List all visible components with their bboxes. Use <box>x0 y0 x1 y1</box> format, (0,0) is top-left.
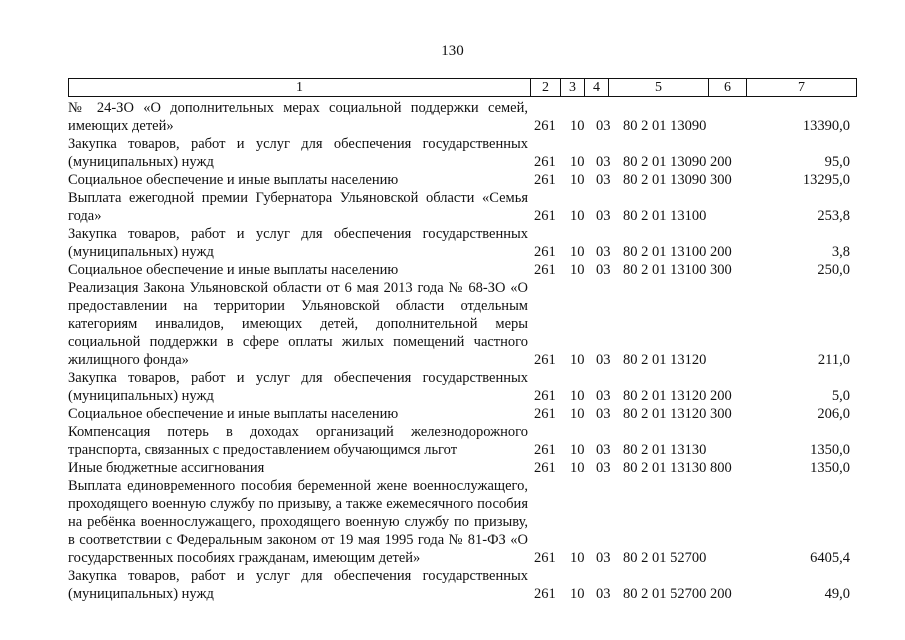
table-row <box>68 405 858 423</box>
ministry-code: 261 <box>534 460 556 476</box>
amount: 1350,0 <box>810 442 850 458</box>
subsection-code: 03 <box>596 118 611 134</box>
section-code: 10 <box>570 550 585 566</box>
target-article-code: 80 2 01 13090 <box>623 172 707 188</box>
section-code: 10 <box>570 244 585 260</box>
ministry-code: 261 <box>534 172 556 188</box>
row-description: Компенсация потерь в доходах организаций железнодорожного транспорта, связанных с предоставлением обучающимся льгот <box>68 424 528 458</box>
table-row <box>68 261 858 279</box>
ministry-code: 261 <box>534 442 556 458</box>
section-code: 10 <box>570 586 585 602</box>
expense-type-code: 200 <box>710 388 732 404</box>
amount: 1350,0 <box>810 460 850 476</box>
subsection-code: 03 <box>596 208 611 224</box>
ministry-code: 261 <box>534 406 556 422</box>
target-article-code: 80 2 01 13120 <box>623 352 707 368</box>
expense-type-code: 200 <box>710 154 732 170</box>
subsection-code: 03 <box>596 550 611 566</box>
table-row <box>68 171 858 189</box>
column-header-7: 7 <box>747 79 857 97</box>
amount: 211,0 <box>817 352 850 368</box>
table-row <box>68 189 858 225</box>
target-article-code: 80 2 01 13090 <box>623 154 707 170</box>
table-row <box>68 99 858 135</box>
table-row <box>68 279 858 369</box>
section-code: 10 <box>570 208 585 224</box>
target-article-code: 80 2 01 13090 <box>623 118 707 134</box>
table-row <box>68 477 858 567</box>
row-description: Реализация Закона Ульяновской области от 6 мая 2013 года № 68-ЗО «О предоставлении на территории Ульяновской области отдельным категориям инвалидов, имеющих детей, дополнительной меры социальной поддержки в сфере оплаты жилых помещений частного жилищного фонда» <box>68 280 528 368</box>
amount: 13295,0 <box>802 172 850 188</box>
target-article-code: 80 2 01 13100 <box>623 244 707 260</box>
table-row <box>68 567 858 603</box>
section-code: 10 <box>570 262 585 278</box>
subsection-code: 03 <box>596 460 611 476</box>
column-header-2: 2 <box>531 79 561 97</box>
expense-type-code: 200 <box>710 244 732 260</box>
target-article-code: 80 2 01 52700 <box>623 550 707 566</box>
column-header-4: 4 <box>585 79 609 97</box>
amount: 250,0 <box>817 262 850 278</box>
table-row <box>68 225 858 261</box>
section-code: 10 <box>570 118 585 134</box>
amount: 13390,0 <box>802 118 850 134</box>
amount: 3,8 <box>831 244 850 260</box>
amount: 206,0 <box>817 406 850 422</box>
section-code: 10 <box>570 406 585 422</box>
column-header-3: 3 <box>561 79 585 97</box>
row-description: Социальное обеспечение и иные выплаты населению <box>68 406 399 422</box>
ministry-code: 261 <box>534 118 556 134</box>
target-article-code: 80 2 01 13120 <box>623 388 707 404</box>
ministry-code: 261 <box>534 262 556 278</box>
row-description: № 24-ЗО «О дополнительных мерах социальной поддержки семей, имеющих детей» <box>68 100 528 134</box>
row-description: Социальное обеспечение и иные выплаты населению <box>68 172 399 188</box>
table-row <box>68 369 858 405</box>
ministry-code: 261 <box>534 208 556 224</box>
section-code: 10 <box>570 460 585 476</box>
amount: 49,0 <box>824 586 850 602</box>
table-row <box>68 135 858 171</box>
expense-type-code: 300 <box>710 406 732 422</box>
target-article-code: 80 2 01 13100 <box>623 262 707 278</box>
row-description: Выплата единовременного пособия беременной жене военнослужащего, проходящего военную службу по призыву, а также ежемесячного пособия на ребёнка военнослужащего, проходящего военную службу по призыву, в соответствии с Федеральным законом от 19 мая 1995 года № 81-ФЗ «О государственных пособиях гражданам, имеющим детей» <box>68 478 528 566</box>
row-description: Закупка товаров, работ и услуг для обеспечения государственных (муниципальных) нужд <box>68 226 528 260</box>
row-description: Иные бюджетные ассигнования <box>68 460 265 476</box>
row-description: Выплата ежегодной премии Губернатора Ульяновской области «Семья года» <box>68 190 528 224</box>
section-code: 10 <box>570 442 585 458</box>
row-description: Закупка товаров, работ и услуг для обеспечения государственных (муниципальных) нужд <box>68 568 528 602</box>
table-row <box>68 459 858 477</box>
expense-type-code: 200 <box>710 586 732 602</box>
target-article-code: 80 2 01 13100 <box>623 208 707 224</box>
section-code: 10 <box>570 154 585 170</box>
ministry-code: 261 <box>534 352 556 368</box>
target-article-code: 80 2 01 13130 <box>623 460 707 476</box>
subsection-code: 03 <box>596 352 611 368</box>
subsection-code: 03 <box>596 262 611 278</box>
target-article-code: 80 2 01 13130 <box>623 442 707 458</box>
amount: 253,8 <box>817 208 850 224</box>
expense-type-code: 300 <box>710 262 732 278</box>
ministry-code: 261 <box>534 154 556 170</box>
column-header-5: 5 <box>609 79 709 97</box>
subsection-code: 03 <box>596 154 611 170</box>
column-header-table <box>68 78 857 97</box>
target-article-code: 80 2 01 13120 <box>623 406 707 422</box>
ministry-code: 261 <box>534 244 556 260</box>
row-description: Социальное обеспечение и иные выплаты населению <box>68 262 399 278</box>
section-code: 10 <box>570 388 585 404</box>
section-code: 10 <box>570 172 585 188</box>
subsection-code: 03 <box>596 388 611 404</box>
ministry-code: 261 <box>534 388 556 404</box>
page-number: 130 <box>441 43 464 59</box>
column-header-6: 6 <box>709 79 747 97</box>
expense-type-code: 800 <box>710 460 732 476</box>
section-code: 10 <box>570 352 585 368</box>
subsection-code: 03 <box>596 244 611 260</box>
target-article-code: 80 2 01 52700 <box>623 586 707 602</box>
ministry-code: 261 <box>534 586 556 602</box>
row-description: Закупка товаров, работ и услуг для обеспечения государственных (муниципальных) нужд <box>68 370 528 404</box>
expense-type-code: 300 <box>710 172 732 188</box>
amount: 5,0 <box>831 388 850 404</box>
table-row <box>68 423 858 459</box>
subsection-code: 03 <box>596 406 611 422</box>
row-description: Закупка товаров, работ и услуг для обеспечения государственных (муниципальных) нужд <box>68 136 528 170</box>
amount: 95,0 <box>824 154 850 170</box>
column-header-1: 1 <box>69 79 531 97</box>
subsection-code: 03 <box>596 172 611 188</box>
budget-table-body <box>68 99 858 603</box>
subsection-code: 03 <box>596 586 611 602</box>
ministry-code: 261 <box>534 550 556 566</box>
amount: 6405,4 <box>810 550 850 566</box>
subsection-code: 03 <box>596 442 611 458</box>
